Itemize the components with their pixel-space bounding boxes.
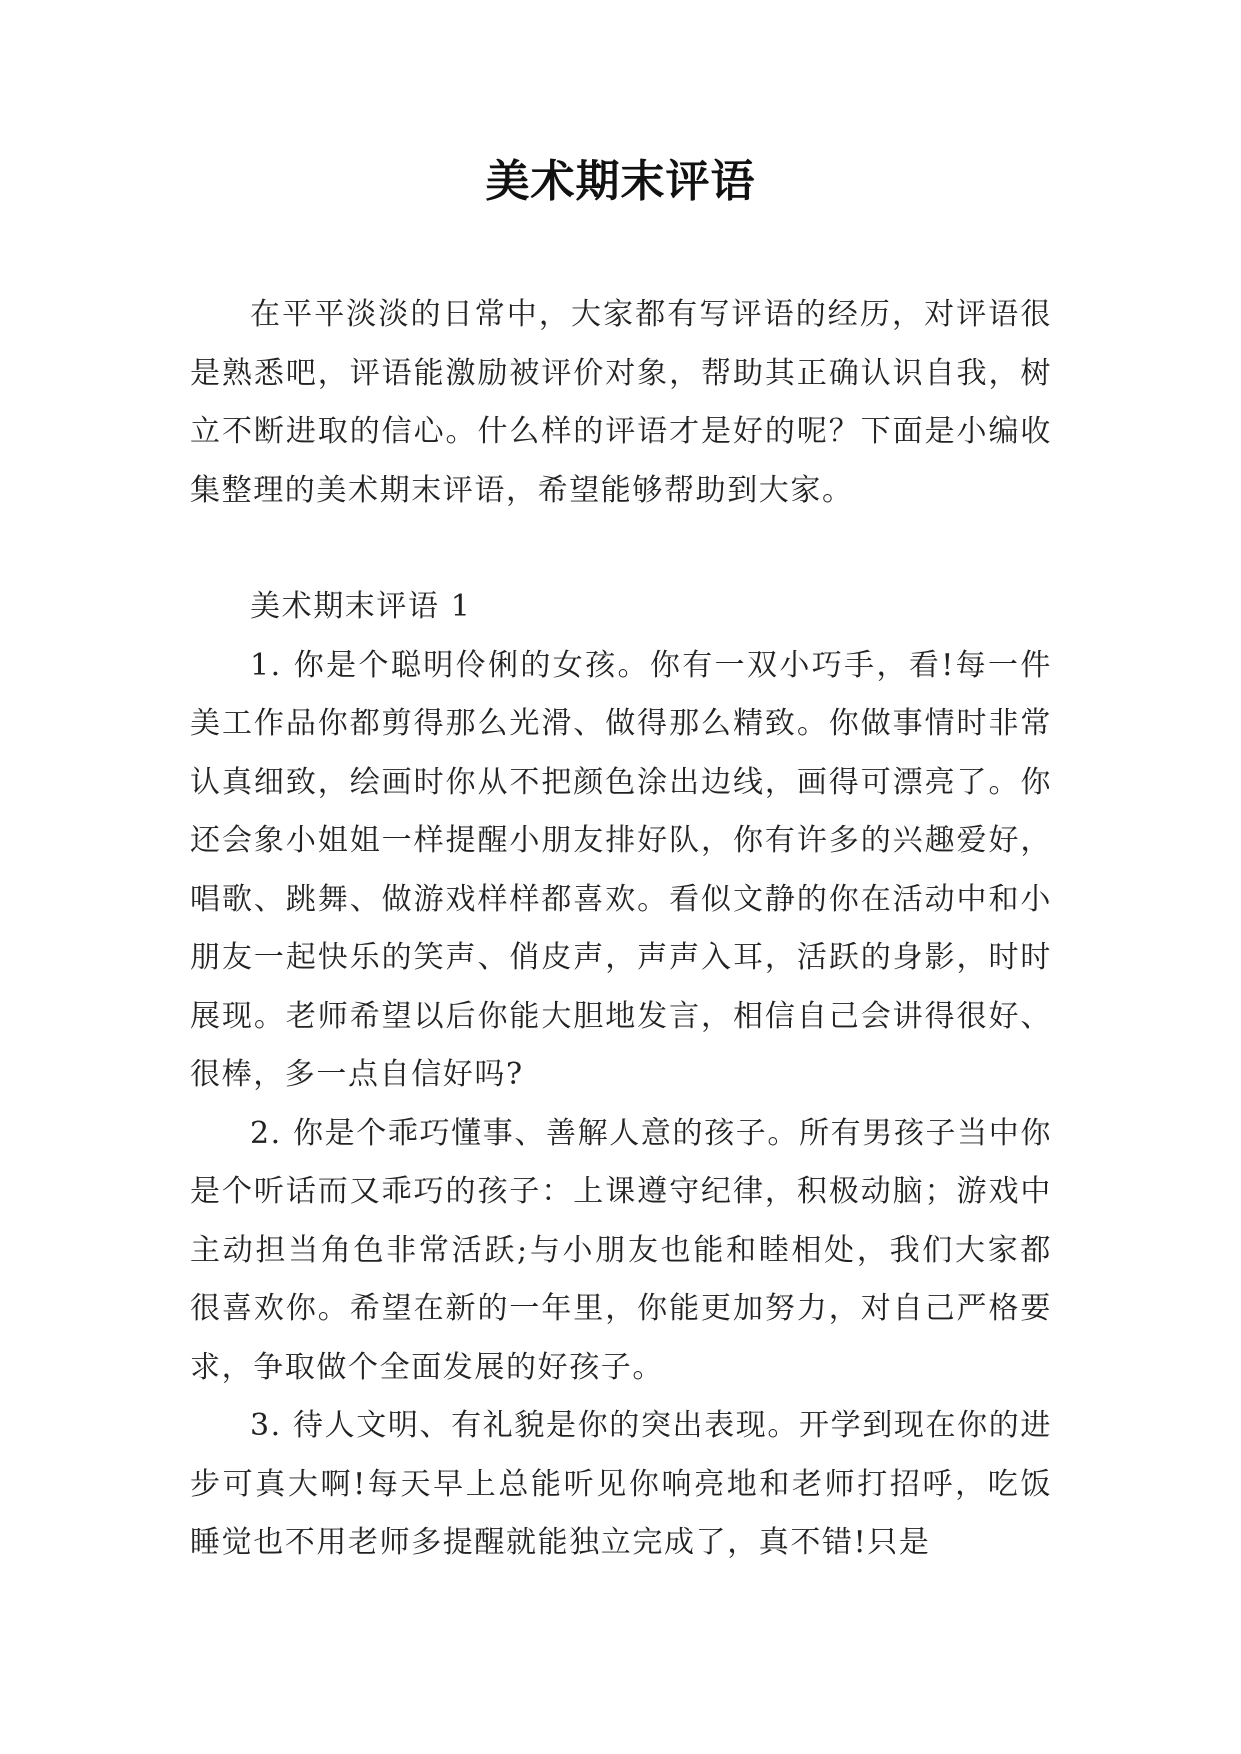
paragraph-gap xyxy=(190,520,1052,578)
section-heading: 美术期末评语 1 xyxy=(250,589,472,624)
intro-paragraph: 在平平淡淡的日常中，大家都有写评语的经历，对评语很是熟悉吧，评语能激励被评价对象，帮助其正确认识自我，树立不断进取的信心。什么样的评语才是好的呢？下面是小编收集整理的美术期末评语，希望能够帮助到大家。 xyxy=(190,297,1052,508)
document-body xyxy=(190,286,1052,1573)
document-title: 美术期末评语 xyxy=(485,156,756,207)
comment-item-3: 3. 待人文明、有礼貌是你的突出表现。开学到现在你的进步可真大啊!每天早上总能听见你响亮地和老师打招呼，吃饭睡觉也不用老师多提醒就能独立完成了，真不错!只是 xyxy=(190,1408,1052,1560)
comment-item-2: 2. 你是个乖巧懂事、善解人意的孩子。所有男孩子当中你是个听话而又乖巧的孩子：上课遵守纪律，积极动脑；游戏中主动担当角色非常活跃;与小朋友也能和睦相处，我们大家都很喜欢你。希望在新的一年里，你能更加努力，对自己严格要求，争取做个全面发展的好孩子。 xyxy=(190,1115,1052,1385)
comment-item-1: 1. 你是个聪明伶俐的女孩。你有一双小巧手，看!每一件美工作品你都剪得那么光滑、做得那么精致。你做事情时非常认真细致，绘画时你从不把颜色涂出边线，画得可漂亮了。你还会象小姐姐一样提醒小朋友排好队，你有许多的兴趣爱好，唱歌、跳舞、做游戏样样都喜欢。看似文静的你在活动中和小朋友一起快乐的笑声、俏皮声，声声入耳，活跃的身影，时时展现。老师希望以后你能大胆地发言，相信自己会讲得很好、很棒，多一点自信好吗? xyxy=(190,647,1052,1092)
